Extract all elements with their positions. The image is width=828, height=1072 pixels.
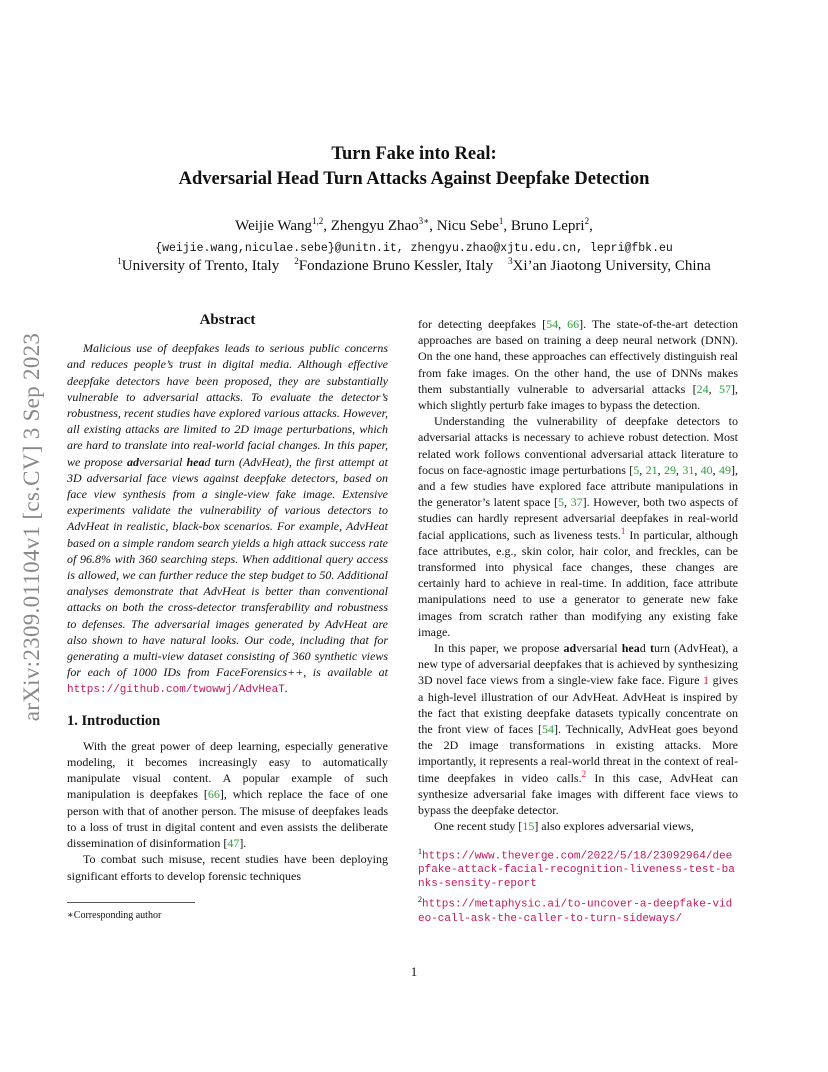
affiliations: [0, 258, 828, 275]
citation-link[interactable]: 47: [227, 836, 240, 851]
corresponding-author-footnote: ∗Corresponding author: [67, 909, 162, 921]
citation-link[interactable]: 66: [567, 317, 580, 331]
abstract-heading: Abstract: [199, 312, 256, 328]
right-column: [418, 316, 738, 926]
citation-link[interactable]: 5: [558, 495, 565, 510]
paper-title: [0, 142, 828, 192]
affil-sup: 1: [117, 256, 122, 266]
footnote-2-url[interactable]: https://metaphysic.ai/to-uncover-a-deepfake-video-call-ask-the-caller-to-turn-sideways/: [418, 898, 733, 925]
author-sup: 3∗: [418, 216, 430, 226]
author-name: Nicu Sebe: [436, 218, 499, 234]
citation-link[interactable]: 54: [542, 722, 554, 737]
author-name: Zhengyu Zhao: [330, 218, 419, 234]
footnote-marker[interactable]: 2: [581, 768, 587, 779]
affil-sup: 3: [508, 256, 513, 266]
right-paragraph-2: Understanding the vulnerability of deepfake detectors to adversarial attacks is necessary to achieve robust detection. Most related work follows conventional adversarial attack literature to focus on face-agnostic image perturbations [5, 21, 29, 31, 40, 49], and a few studies have explored face attribute manipulations in the generator’s latent space [5, 37]. However, both two aspects of studies can hardly represent adversarial deepfakes in real-world facial applications, such as liveness tests.$^1$ In particular, although face attributes, e.g., skin color, hair color, and freckles, can be transformed into physical face changes, these changes are certainly hard to achieve in real-time. In addition, face attribute manipulations need to use a generator to generate new fake images from scratch rather than modifying any existing fake image.: [418, 414, 739, 639]
citation-link[interactable]: 5: [633, 462, 640, 477]
intro-paragraph-1: With the great power of deep learning, especially generative modeling, it becomes increasingly easy to automatically manipulate visual content. A popular example of such manipulation is deepfakes [66], which replace the face of one person with that of another person. The misuse of deepfakes leads to a loss of trust in digital content and even assists the deliberate dissemination of disinformation [47].: [67, 738, 388, 851]
footnote-1-url[interactable]: https://www.theverge.com/2022/5/18/23092964/deepfake-attack-facial-recognition-liveness-test-banks-sensity-report: [418, 850, 735, 891]
footnote-rule: [67, 902, 195, 903]
citation-link[interactable]: 49: [719, 462, 732, 477]
author-sup: 1,2: [312, 216, 324, 226]
footnote-1: $^1$https://www.theverge.com/2022/5/18/23092964/deepfake-attack-facial-recognition-liveness-test-banks-sensity-report: [418, 846, 735, 891]
citation-link[interactable]: 31: [682, 462, 695, 477]
author-sup: 2: [584, 216, 590, 226]
affiliation: Fondazione Bruno Kessler, Italy: [298, 258, 494, 274]
citation-link[interactable]: 40: [700, 462, 713, 477]
citation-link[interactable]: 21: [645, 462, 658, 477]
author-list: Weijie Wang$^{1,2}$, Zhengyu Zhao$^{3∗}$, Nicu Sebe$^1$, Bruno Lepri$^2$,: [235, 216, 593, 234]
title-line-2: Adversarial Head Turn Attacks Against Deepfake Detection: [178, 169, 650, 189]
citation-link[interactable]: 37: [570, 495, 583, 510]
right-paragraph-4: One recent study [15] also explores adversarial views,: [434, 819, 694, 834]
figure-link[interactable]: 1: [703, 673, 710, 688]
footnote-2: $^2$https://metaphysic.ai/to-uncover-a-deepfake-video-call-ask-the-caller-to-turn-sideways/: [418, 895, 733, 925]
title-line-1: Turn Fake into Real:: [331, 144, 497, 164]
author-name: Bruno Lepri: [510, 218, 585, 234]
arxiv-stamp: arXiv:2309.01104v1 [cs.CV] 3 Sep 2023: [19, 332, 44, 722]
citation-link[interactable]: 57: [719, 381, 731, 396]
author-name: Weijie Wang: [235, 218, 313, 234]
citation-link[interactable]: 66: [207, 787, 220, 802]
page-number: 1: [410, 964, 418, 979]
intro-paragraph-2: To combat such misuse, recent studies have been deploying significant efforts to develop forensic techniques: [67, 852, 388, 883]
author-emails: {weijie.wang,niculae.sebe}@unitn.it, zhengyu.zhao@xjtu.edu.cn, lepri@fbk.eu: [155, 242, 673, 255]
right-paragraph-3: In this paper, we propose adversarial head turn (AdvHeat), a new type of adversarial deepfakes that is achieved by synthesizing 3D novel face views from a single-view fake face. Figure 1 gives a high-level illustration of our AdvHeat. AdvHeat is inspired by the fact that existing deepfake datasets typically concentrate on the front view of faces [54]. Technically, AdvHeat goes beyond the 2D image transformations in existing attacks. More importantly, it represents a real-world threat in the context of real-time deepfakes in video calls.$^2$ In this case, AdvHeat can synthesize adversarial fake images with different face views to bypass the deepfake detector.: [418, 641, 739, 818]
citation-link[interactable]: 24: [696, 381, 709, 396]
citation-link[interactable]: 15: [522, 819, 535, 834]
affil-sup: 2: [294, 256, 299, 266]
affiliation: Xi’an Jiaotong University, China: [512, 258, 711, 274]
citation-link[interactable]: 29: [663, 462, 676, 477]
abstract-text: Malicious use of deepfakes leads to serious public concerns and reduces people’s trust in digital media. Although effective deepfake detectors have been proposed, they are substantially vulnerable to adversarial attacks. To evaluate the detector’s robustness, recent studies have explored various attacks. However, all existing attacks are limited to 2D image perturbations, which are hard to translate into real-world facial changes. In this paper, we propose adversarial head turn (AdvHeat), the first attempt at 3D adversarial face views against deepfake detectors, based on face view synthesis from a single-view fake image. Extensive experiments validate the vulnerability of various detectors to AdvHeat in realistic, black-box scenarios. For example, AdvHeat based on a simple random search yields a high attack success rate of 96.8% with 360 searching steps. When additional query access is allowed, we can further reduce the step budget to 50. Additional analyses demonstrate that AdvHeat is better than conventional attacks on both the cross-detector transferability and robustness to defenses. The adversarial images generated by AdvHeat are also shown to have natural looks. Our code, including that for generating a multi-view dataset consisting of 360 synthetic views for each of 1000 IDs from FaceForensics++, is available at https://github.com/twowwj/AdvHeaT.: [67, 341, 388, 697]
section-heading-introduction: 1. Introduction: [67, 712, 161, 729]
affiliation: University of Trento, Italy: [121, 258, 280, 274]
right-paragraph-1: for detecting deepfakes [54, 66]. The state-of-the-art detection approaches are based on training a deep neural network (DNN). On the one hand, these approaches can effectively distinguish real from fake images. On the other hand, the use of DNNs makes them substantially vulnerable to adversarial attacks [24, 57], which slightly perturb fake images to bypass the detection.: [418, 317, 738, 413]
code-link[interactable]: https://github.com/twowwj/AdvHeaT: [67, 684, 285, 697]
left-column: [67, 312, 388, 922]
author-sup: 1: [498, 216, 504, 226]
citation-link[interactable]: 54: [546, 317, 559, 331]
footnote-marker[interactable]: 1: [620, 525, 626, 536]
